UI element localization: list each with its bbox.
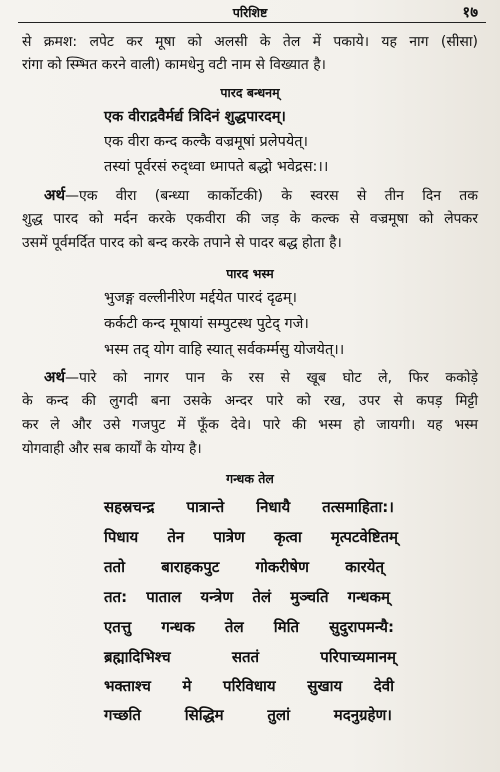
meaning-label: अर्थ xyxy=(44,186,66,204)
page-number: १७ xyxy=(462,3,478,21)
section-heading: पारद बन्धनम् xyxy=(220,85,280,100)
verse-line: कर्कटी कन्द मूषायां सम्पुटस्थ पुटेद् गजे। xyxy=(104,316,309,332)
header-rule xyxy=(18,22,486,23)
verse-line: एक वीराद्रवैर्मर्द्य त्रिदिनं शुद्धपारदम्। xyxy=(104,109,286,125)
verse-line: एक वीरा कन्द कल्कै वज्रमूषां प्रलेपयेत्। xyxy=(104,134,309,150)
verse-line: ततो बाराहकपुट गोकरीषेण कारयेत् xyxy=(104,558,384,576)
verse-line: एतत्तु गन्धक तेल मिति सुदुरापमन्यै: xyxy=(104,618,394,636)
meaning-line: कर ले और उसे गजपुट में फूँक देवे। पारे की भस्म हो जायगी। यह भस्म xyxy=(22,417,478,433)
verse-line: तत: पाताल यन्त्रेण तेलं मुञ्चति गन्धकम् xyxy=(104,588,390,606)
verse-line: भक्ताश्च मे परिविधाय सुखाय देवी xyxy=(104,677,394,695)
verse-line: तस्यां पूर्वरसं रुद्ध्वा ध्मापते बद्धो भवेद्रस:।। xyxy=(104,159,329,175)
meaning-label: अर्थ xyxy=(44,368,66,386)
meaning-line: उसमें पूर्वमर्दित पारद को बन्द करके तपाने से पादर बद्ध होता है। xyxy=(22,235,342,251)
running-header: परिशिष्ट xyxy=(232,5,268,20)
meaning-line: अर्थ—पारे को नागर पान के रस से खूब घोट ले, फिर ककोड़े xyxy=(44,368,478,386)
intro-line: से क्रमश: लपेट कर मूषा को अलसी के तेल में पकाये। यह नाग (सीसा) xyxy=(22,34,478,50)
meaning-line: शुद्ध पारद को मर्दन करके एकवीरा की जड़ के कल्क से वज्रमूषा को लेपकर xyxy=(22,211,478,227)
verse-line: ब्रह्मादिभिश्च सततं परिपाच्यमानम् xyxy=(104,648,396,666)
section-heading: गन्धक तेल xyxy=(226,471,274,486)
verse-line: भस्म तद् योग वाहि स्यात् सर्वकर्म्मसु योजयेत्।। xyxy=(104,342,345,358)
verse-line: भुजङ्ग वल्लीनीरेण मर्द्दयेत पारदं दृढम्। xyxy=(104,290,297,306)
meaning-line: योगवाही और सब कार्यों के योग्य है। xyxy=(22,441,202,457)
verse-line: पिधाय तेन पात्रेण कृत्वा मृत्पटवेष्टितम् xyxy=(104,528,398,546)
intro-line: रांगा को स्म्भित करने वाली) कामधेनु वटी नाम से विख्यात है। xyxy=(22,57,326,73)
verse-line: गच्छति सिद्धिम तुलां मदनुग्रहेण। xyxy=(104,706,392,724)
meaning-line: के कन्द की लुगदी बना उसके अन्दर पारे को रख, उपर से कपड़ मिट्टी xyxy=(22,393,478,409)
meaning-line: अर्थ—एक वीरा (बन्ध्या कार्कोटकी) के स्वरस से तीन दिन तक xyxy=(44,186,478,204)
section-heading: पारद भस्म xyxy=(226,266,274,281)
verse-line: सहस्रचन्द्र पात्रान्ते निधायै तत्समाहिता:। xyxy=(104,498,394,516)
